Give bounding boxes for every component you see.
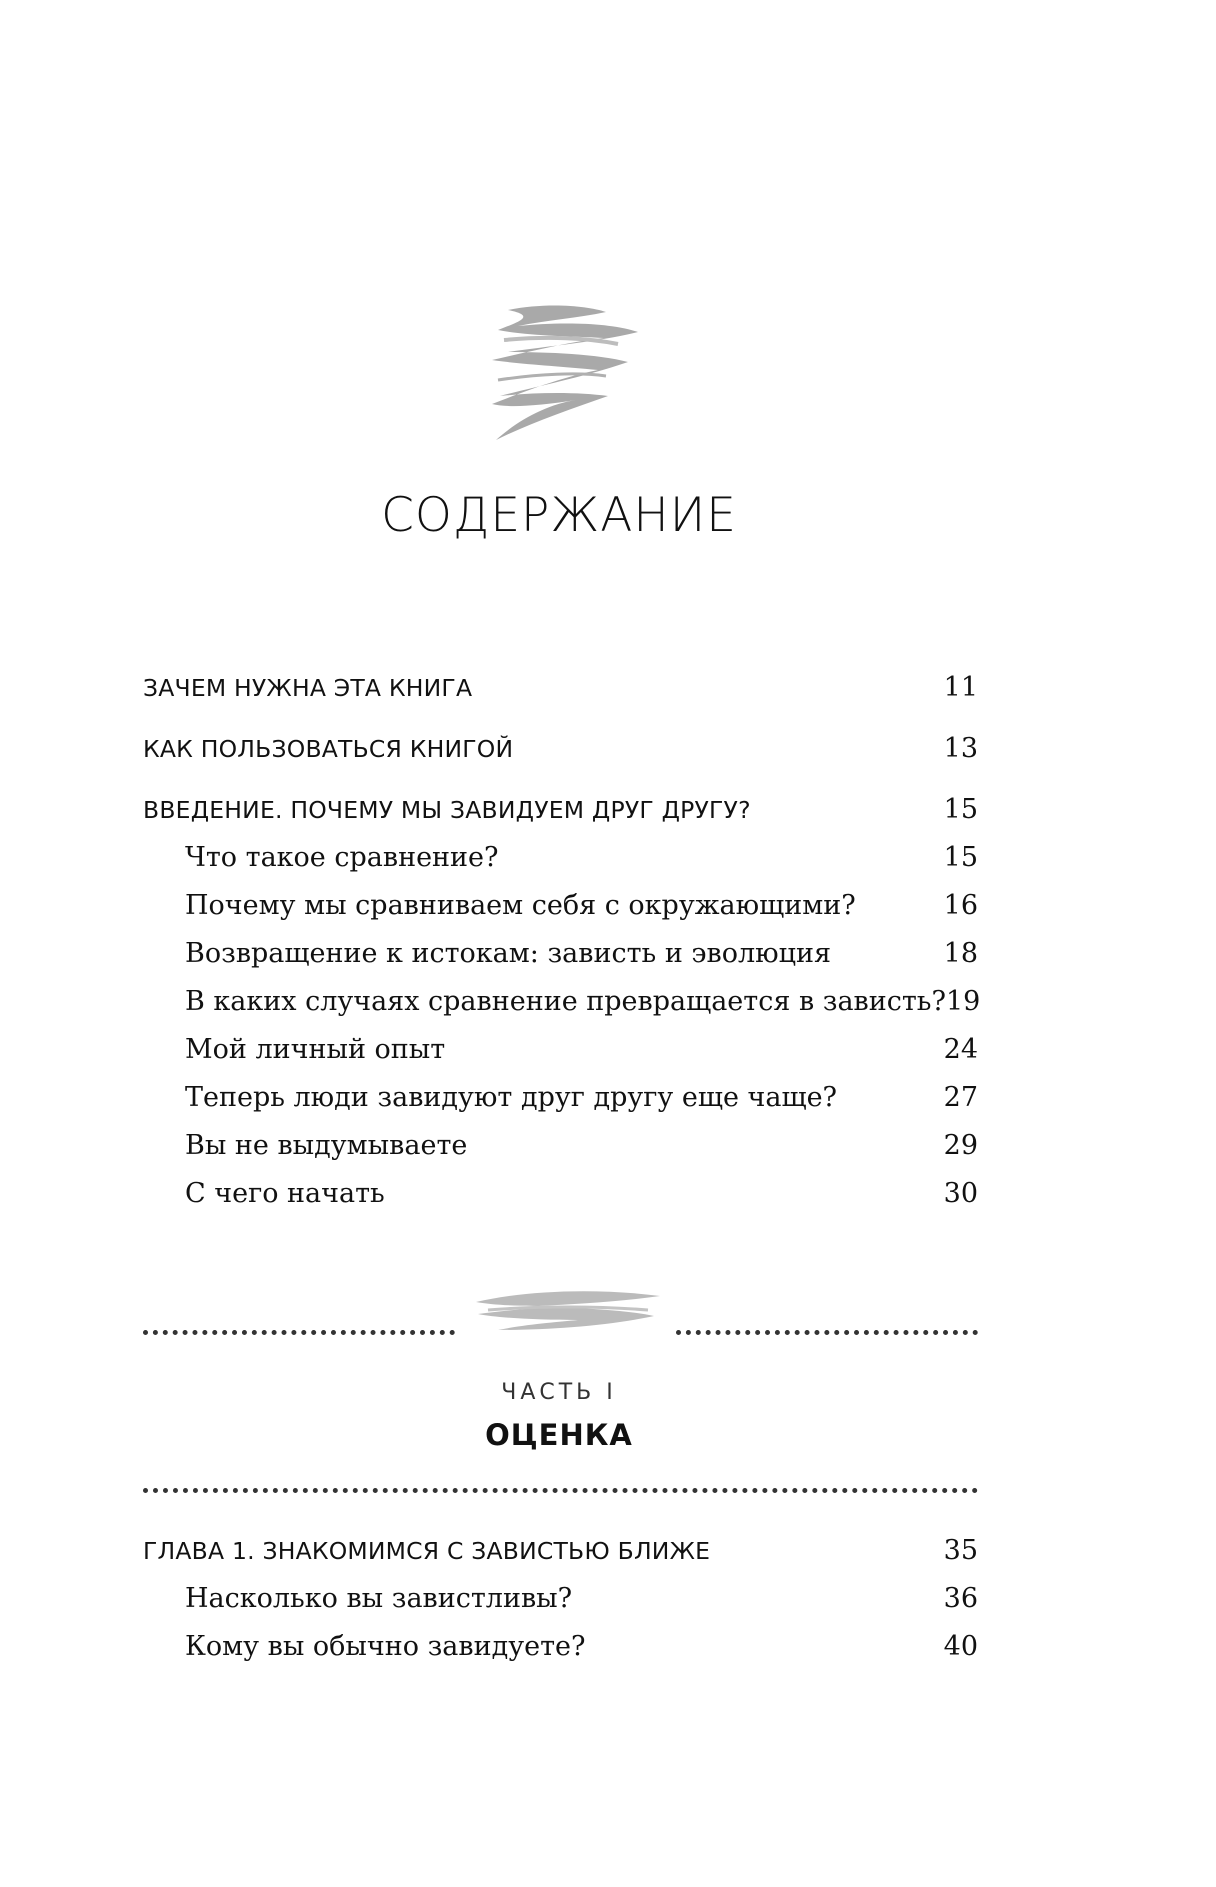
toc-subentry[interactable] — [143, 1034, 978, 1074]
toc-entry-page: 18 — [943, 938, 978, 969]
toc-subentry[interactable] — [143, 1082, 978, 1122]
toc-entry-title: Теперь люди завидуют друг другу еще чаще? — [185, 1082, 838, 1113]
toc-entry[interactable] — [143, 672, 978, 712]
brush-stroke-divider — [468, 1280, 668, 1340]
toc-entry[interactable] — [143, 733, 978, 773]
toc-subentry[interactable] — [143, 938, 978, 978]
dotted-divider-left — [143, 1330, 455, 1335]
toc-subentry[interactable] — [143, 842, 978, 882]
toc-entry-title: ВВЕДЕНИЕ. ПОЧЕМУ МЫ ЗАВИДУЕМ ДРУГ ДРУГУ? — [143, 796, 751, 824]
toc-subentry[interactable] — [143, 1130, 978, 1170]
toc-entry-title: Возвращение к истокам: зависть и эволюция — [185, 938, 832, 969]
dotted-divider-full — [143, 1488, 978, 1493]
toc-subentry[interactable] — [143, 1178, 978, 1218]
brush-stroke-decoration — [478, 300, 648, 450]
toc-entry-page: 24 — [943, 1034, 978, 1065]
toc-entry[interactable] — [143, 794, 978, 834]
toc-entry-page: 29 — [943, 1130, 978, 1161]
part-title: ОЦЕНКА — [485, 1418, 633, 1452]
toc-entry-page: 30 — [943, 1178, 978, 1209]
toc-entry-title: Кому вы обычно завидуете? — [185, 1631, 586, 1662]
toc-entry-page: 40 — [943, 1631, 978, 1662]
toc-entry-page: 16 — [943, 890, 978, 921]
toc-subentry[interactable] — [143, 1631, 978, 1671]
toc-entry-page: 11 — [943, 672, 978, 703]
toc-entry-title: КАК ПОЛЬЗОВАТЬСЯ КНИГОЙ — [143, 735, 514, 763]
toc-entry-page: 19 — [945, 986, 981, 1017]
dotted-divider-right — [676, 1330, 978, 1335]
toc-entry-page: 36 — [943, 1583, 978, 1614]
toc-entry[interactable] — [143, 1535, 978, 1575]
toc-entry-page: 15 — [943, 842, 978, 873]
toc-entry-title: Насколько вы завистливы? — [185, 1583, 573, 1614]
page-title: СОДЕРЖАНИЕ — [381, 488, 737, 543]
toc-entry-title: ГЛАВА 1. ЗНАКОМИМСЯ С ЗАВИСТЬЮ БЛИЖЕ — [143, 1537, 711, 1565]
toc-subentry[interactable] — [143, 890, 978, 930]
part-label: ЧАСТЬ I — [501, 1380, 617, 1405]
toc-entry-title: Мой личный опыт — [185, 1034, 446, 1065]
toc-entry-page: 13 — [943, 733, 978, 764]
toc-entry-title: Вы не выдумываете — [185, 1130, 468, 1161]
toc-entry-page: 35 — [943, 1535, 978, 1566]
toc-entry-title: Почему мы сравниваем себя с окружающими? — [185, 890, 856, 921]
toc-entry-title: С чего начать — [185, 1178, 385, 1209]
toc-entry-page: 15 — [943, 794, 978, 825]
toc-subentry[interactable] — [143, 986, 981, 1026]
toc-entry-title: ЗАЧЕМ НУЖНА ЭТА КНИГА — [143, 674, 473, 702]
toc-subentry[interactable] — [143, 1583, 978, 1623]
toc-entry-page: 27 — [943, 1082, 978, 1113]
toc-entry-title: В каких случаях сравнение превращается в зависть? — [185, 986, 946, 1017]
toc-entry-title: Что такое сравнение? — [185, 842, 499, 873]
